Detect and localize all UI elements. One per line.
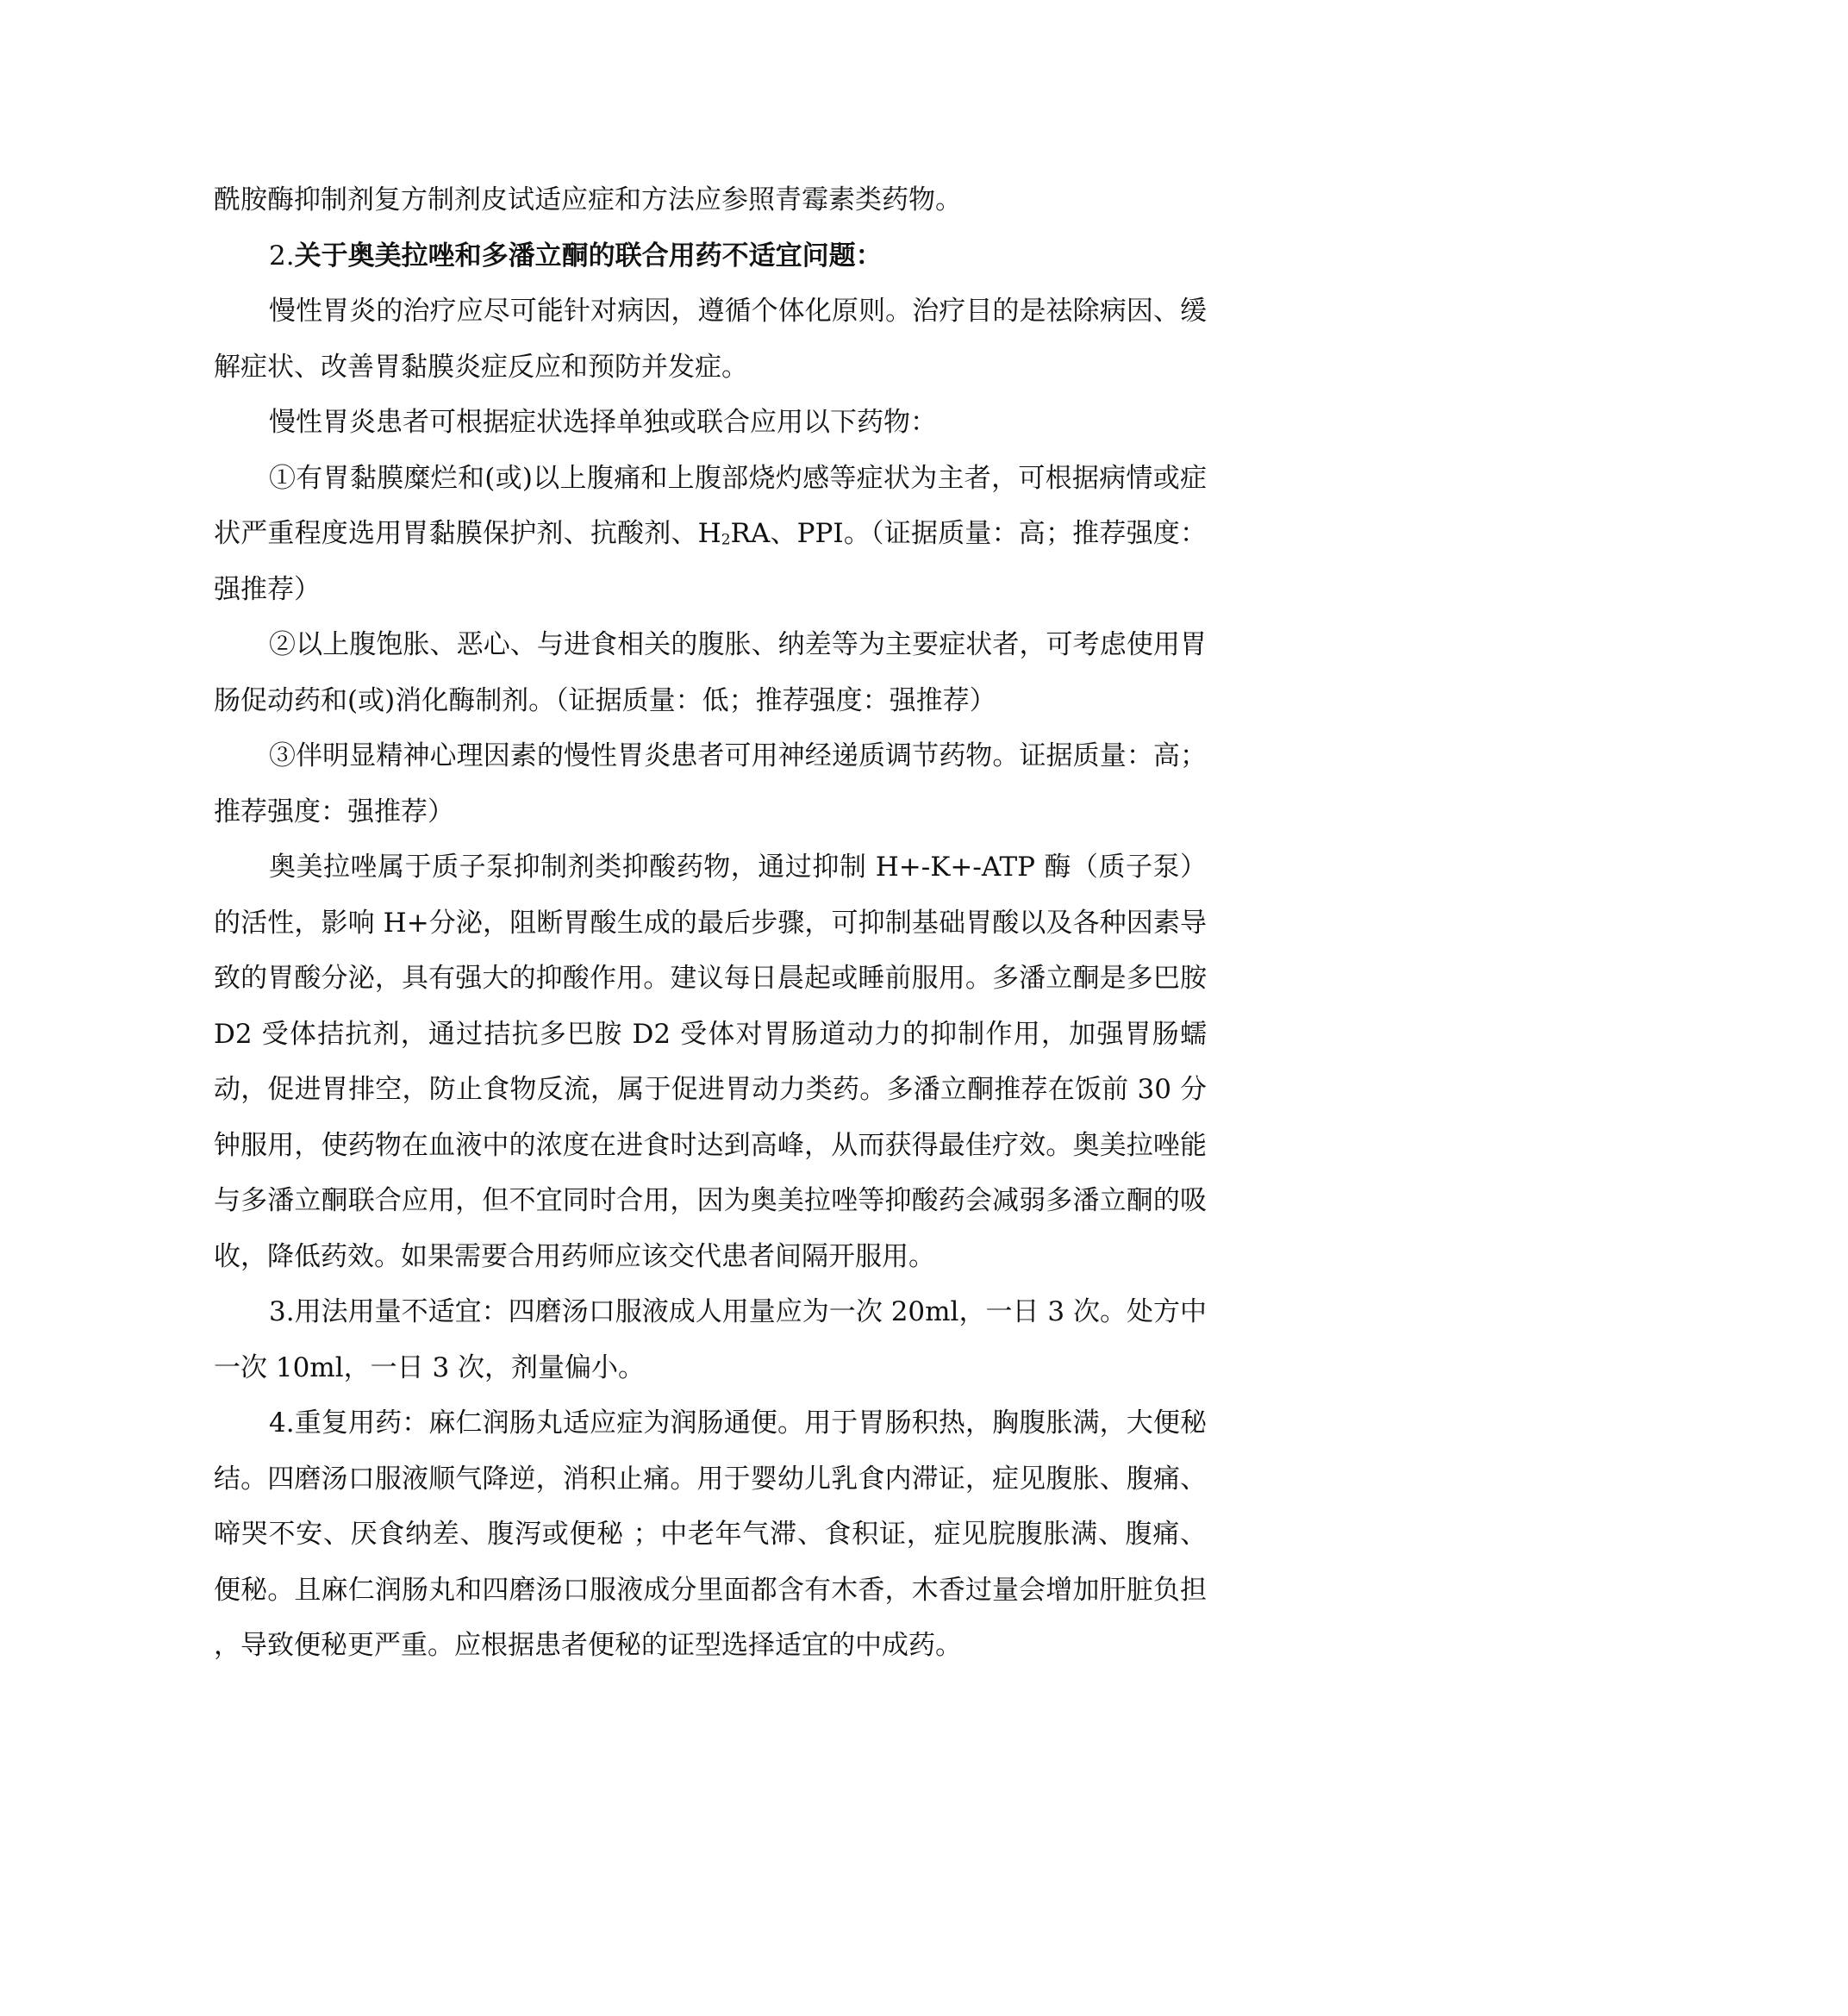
paragraph-dosage: 3.用法用量不适宜：四磨汤口服液成人用量应为一次 20ml，一日 3 次。处方中一次 10ml，一日 3 次，剂量偏小。 — [214, 1296, 1207, 1383]
paragraph-duplicate-medication: 4.重复用药：麻仁润肠丸适应症为润肠通便。用于胃肠积热，胸腹胀满，大便秘结。四磨汤口服液顺气降逆，消积止痛。用于婴幼儿乳食内滞证，症见腹胀、腹痛、啼哭不安、厌食纳差、腹泻或便秘 ；中老年气滞、食积证，症见脘腹胀满、腹痛、便秘。且麻仁润肠丸和四磨汤口服液成分里面都含有木香，木香过量会增加肝脏负担 ，导致便秘更严重。应根据患者便秘的证型选择适宜的中成药。 — [214, 1407, 1207, 1661]
section-heading-text: 关于奥美拉唑和多潘立酮的联合用药不适宜问题： — [294, 240, 883, 272]
paragraph-item-3: ③伴明显精神心理因素的慢性胃炎患者可用神经递质调节药物。证据质量：高；推荐强度：强推荐） — [214, 740, 1207, 827]
subscript-2: 2 — [721, 531, 731, 549]
document-body — [214, 172, 1207, 1674]
section-heading-2 — [214, 228, 1207, 284]
paragraph-drug-intro: 慢性胃炎患者可根据症状选择单独或联合应用以下药物： — [269, 407, 937, 438]
section-number: 2. — [269, 240, 295, 272]
paragraph-continuation: 酰胺酶抑制剂复方制剂皮试适应症和方法应参照青霉素类药物。 — [214, 184, 962, 215]
paragraph-item-2: ②以上腹饱胀、恶心、与进食相关的腹胀、纳差等为主要症状者，可考虑使用胃肠促动药和(或)消化酶制剂。（证据质量：低；推荐强度：强推荐） — [214, 629, 1207, 716]
item-1-text-a: ①有胃黏膜糜烂和(或)以上腹痛和上腹部烧灼感等症状为主者，可根据病情或症状严重程度选用胃黏膜保护剂、抗酸剂、H — [214, 462, 1207, 549]
paragraph-omeprazole-domperidone: 奥美拉唑属于质子泵抑制剂类抑酸药物，通过抑制 H+-K+-ATP 酶（质子泵）的活性，影响 H+分泌，阻断胃酸生成的最后步骤，可抑制基础胃酸以及各种因素导致的胃酸分泌，具有强大的抑酸作用。建议每日晨起或睡前服用。多潘立酮是多巴胺 D2 受体拮抗剂，通过拮抗多巴胺 D2 受体对胃肠道动力的抑制作用，加强胃肠蠕动，促进胃排空，防止食物反流，属于促进胃动力类药。多潘立酮推荐在饭前 30 分钟服用，使药物在血液中的浓度在进食时达到高峰，从而获得最佳疗效。奥美拉唑能与多潘立酮联合应用，但不宜同时合用，因为奥美拉唑等抑酸药会减弱多潘立酮的吸收，降低药效。如果需要合用药师应该交代患者间隔开服用。 — [214, 852, 1207, 1272]
paragraph-treatment-principle: 慢性胃炎的治疗应尽可能针对病因，遵循个体化原则。治疗目的是祛除病因、缓解症状、改善胃黏膜炎症反应和预防并发症。 — [214, 296, 1207, 383]
paragraph-item-1 — [214, 451, 1207, 618]
item-1-text-b: RA、PPI。（证据质量：高；推荐强度：强推荐） — [214, 518, 1207, 605]
